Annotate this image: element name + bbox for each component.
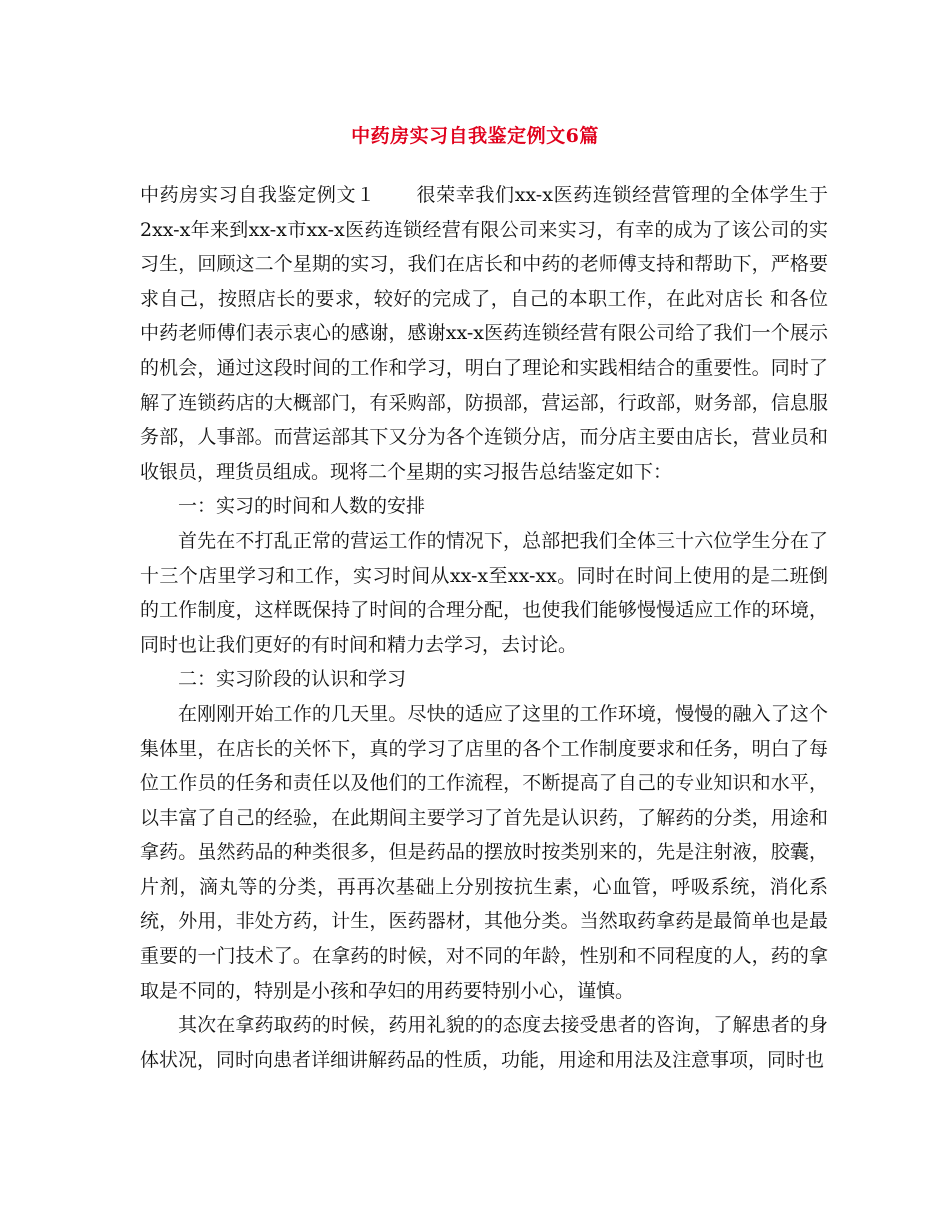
paragraph-learning: 在刚刚开始工作的几天里。尽快的适应了这里的工作环境，慢慢的融入了这个集体里，在店长的关怀下，真的学习了店里的各个工作制度要求和任务，明白了每位工作员的任务和责任以及他们的工作流程，不断提高了自己的专业知识和水平，以丰富了自己的经验，在此期间主要学习了首先是认识药，了解药的分类，用途和拿药。虽然药品的种类很多，但是药品的摆放时按类别来的，先是注射液，胶囊，片剂，滴丸等的分类，再再次基础上分别按抗生素，心血管，呼吸系统，消化系统，外用，非处方药，计生，医药器材，其他分类。当然取药拿药是最简单也是最重要的一门技术了。在拿药的时候，对不同的年龄，性别和不同程度的人，药的拿取是不同的，特别是小孩和孕妇的用药要特别小心，谨慎。 [140, 702, 828, 1002]
paragraph-consultation: 其次在拿药取药的时候，药用礼貌的的态度去接受患者的咨询，了解患者的身体状况，同时向患者详细讲解药品的性质，功能，用途和用法及注意事项，同时也 [140, 1014, 828, 1071]
paragraph-intro-text: 很荣幸我们xx-x医药连锁经营管理的全体学生于2xx-x年来到xx-x市xx-x医药连锁经营有限公司来实习，有幸的成为了该公司的实习生，回顾这二个星期的实习，我们在店长和中药的老师傅支持和帮助下，严格要求自己，按照店长的要求，较好的完成了，自己的本职工作，在此对店长 和各位中药老师傅们表示衷心的感谢，感谢xx-x医药连锁经营有限公司给了我们一个展示的机会，通过这段时间的工作和学习，明白了理论和实践相结合的重要性。同时了解了连锁药店的大概部门，有采购部，防损部，营运部，行政部，财务部，信息服务部，人事部。而营运部其下又分为各个连锁分店，而分店主要由店长，营业员和收银员，理货员组成。现将二个星期的实习报告总结鉴定如下： [140, 184, 828, 483]
subheading-time-arrangement: 一：实习的时间和人数的安排 [178, 495, 426, 518]
document-body [140, 178, 828, 1077]
paragraph-intro [140, 178, 828, 489]
subheading-learning: 二：实习阶段的认识和学习 [178, 668, 407, 691]
document-title: 中药房实习自我鉴定例文6篇 [351, 125, 599, 147]
section-heading-1: 中药房实习自我鉴定例文１ [140, 184, 376, 206]
paragraph-time-arrangement: 首先在不打乱正常的营运工作的情况下，总部把我们全体三十六位学生分在了十三个店里学习和工作，实习时间从xx-x至xx-xx。同时在时间上使用的是二班倒的工作制度，这样既保持了时间的合理分配，也使我们能够慢慢适应工作的环境，同时也让我们更好的有时间和精力去学习，去讨论。 [140, 529, 828, 656]
